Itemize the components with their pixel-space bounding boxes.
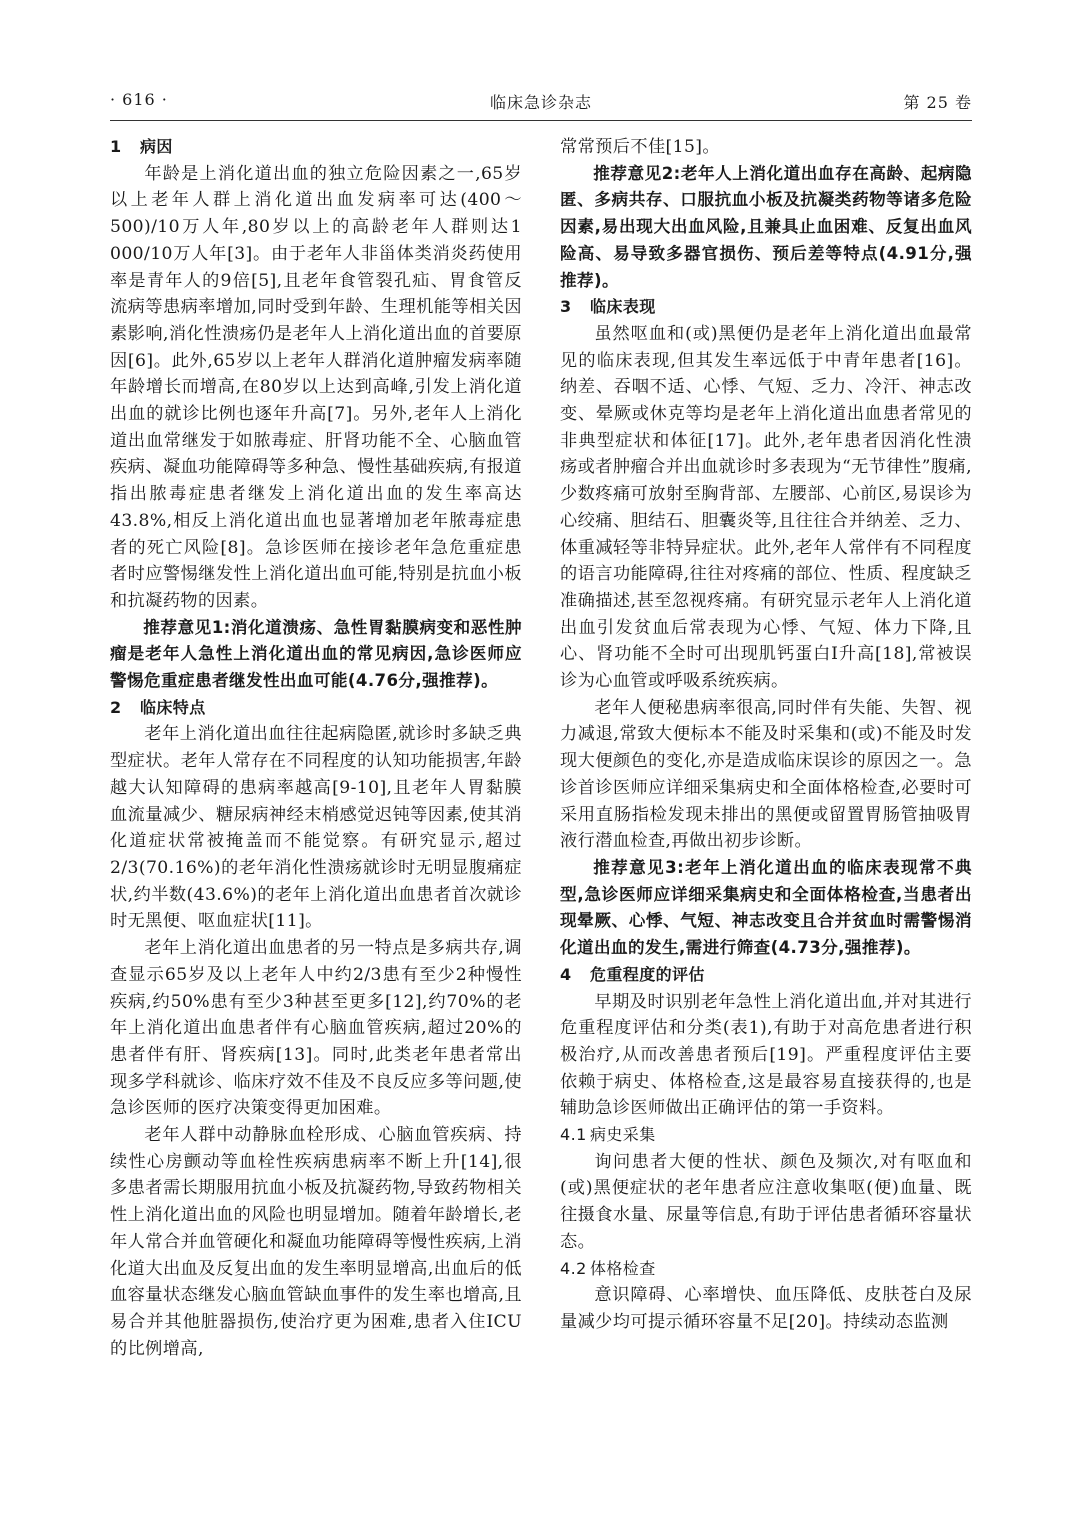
page-header [110, 86, 972, 116]
heading-number: 4.1 [560, 1125, 587, 1145]
section-heading [560, 294, 972, 321]
body-paragraph: 意识障碍、心率增快、血压降低、皮肤苍白及尿量减少均可提示循环容量不足[20]。持续动态监测 [560, 1285, 972, 1332]
heading-title: 危重程度的评估 [590, 964, 705, 984]
body-paragraph: 老年人群中动静脉血栓形成、心脑血管疾病、持续性心房颤动等血栓性疾病患病率不断上升[14],很多患者需长期服用抗血小板及抗凝药物,导致药物相关性上消化道出血的风险也明显增加。随着年龄增长,老年人常合并血管硬化和凝血功能障碍等慢性疾病,上消化道大出血及反复出血的发生率明显增高,出血后的低血容量状态继发心脑血管缺血事件的发生率也增高,且易合并其他脏器损伤,使治疗更为困难,患者入住ICU的比例增高, [110, 1125, 522, 1359]
heading-title: 体格检查 [590, 1258, 656, 1278]
body-paragraph: 常常预后不佳[15]。 [560, 137, 720, 157]
body-paragraph: 老年上消化道出血患者的另一特点是多病共存,调查显示65岁及以上老年人中约2/3患有至少2种慢性疾病,约50%患有至少3种甚至更多[12],约70%的老年上消化道出血患者伴有心脑血管疾病,超过20%的患者伴有肝、肾疾病[13]。同时,此类老年患者常出现多学科就诊、临床疗效不佳及不良反应多等问题,使急诊医师的医疗决策变得更加困难。 [110, 938, 522, 1119]
heading-title: 临床表现 [590, 297, 656, 317]
section-heading [560, 962, 972, 989]
heading-title: 病史采集 [590, 1125, 656, 1145]
page-number: · 616 · [110, 90, 168, 109]
header-rule [110, 120, 972, 121]
right-column [560, 134, 972, 1336]
recommendation-paragraph: 推荐意见2:老年人上消化道出血存在高龄、起病隐匿、多病共存、口服抗血小板及抗凝类药物等诸多危险因素,易出现大出血风险,且兼具止血困难、反复出血风险高、易导致多器官损伤、预后差等特点(4.91分,强推荐)。 [560, 163, 972, 290]
heading-number: 4 [560, 964, 572, 984]
heading-number: 1 [110, 137, 122, 156]
body-paragraph: 老年上消化道出血往往起病隐匿,就诊时多缺乏典型症状。老年人常存在不同程度的认知功能损害,年龄越大认知障碍的患病率越高[9-10],且老年人胃黏膜血流量减少、糖尿病神经末梢感觉迟钝等因素,使其消化道症状常被掩盖而不能觉察。有研究显示,超过2/3(70.16%)的老年消化性溃疡就诊时无明显腹痛症状,约半数(43.6%)的老年上消化道出血患者首次就诊时无黑便、呕血症状[11]。 [110, 724, 522, 932]
heading-number: 3 [560, 297, 572, 317]
body-paragraph: 早期及时识别老年急性上消化道出血,并对其进行危重程度评估和分类(表1),有助于对高危患者进行积极治疗,从而改善患者预后[19]。严重程度评估主要依赖于病史、体格检查,这是最容易直接获得的,也是辅助急诊医师做出正确评估的第一手资料。 [560, 991, 972, 1119]
heading-number: 4.2 [560, 1258, 587, 1278]
journal-title: 临床急诊杂志 [489, 93, 592, 112]
heading-title: 临床特点 [140, 697, 206, 717]
body-paragraph: 询问患者大便的性状、颜色及频次,对有呕血和(或)黑便症状的老年患者应注意收集呕(便)血量、既往摄食水量、尿量等信息,有助于评估患者循环容量状态。 [560, 1151, 972, 1252]
body-paragraph: 虽然呕血和(或)黑便仍是老年上消化道出血最常见的临床表现,但其发生率远低于中青年患者[16]。纳差、吞咽不适、心悸、气短、乏力、冷汗、神志改变、晕厥或休克等均是老年上消化道出血患者常见的非典型症状和体征[17]。此外,老年患者因消化性溃疡或者肿瘤合并出血就诊时多表现为“无节律性”腹痛,少数疼痛可放射至胸背部、左腰部、心前区,易误诊为心绞痛、胆结石、胆囊炎等,且往往合并纳差、乏力、体重减轻等非特异症状。此外,老年人常伴有不同程度的语言功能障碍,往往对疼痛的部位、性质、程度缺乏准确描述,甚至忽视疼痛。有研究显示老年人上消化道出血引发贫血后常表现为心悸、气短、体力下降,且心、肾功能不全时可出现肌钙蛋白I升高[18],常被误诊为心血管或呼吸系统疾病。 [560, 323, 972, 692]
section-heading [110, 695, 522, 722]
heading-title: 病因 [140, 137, 173, 156]
recommendation-paragraph: 推荐意见1:消化道溃疡、急性胃黏膜病变和恶性肿瘤是老年人急性上消化道出血的常见病因,急诊医师应警惕危重症患者继发性出血可能(4.76分,强推荐)。 [110, 617, 522, 691]
body-paragraph: 年龄是上消化道出血的独立危险因素之一,65岁以上老年人群上消化道出血发病率可达(400～500)/10万人年,80岁以上的高龄老年人群则达1 000/10万人年[3]。由于老年人非甾体类消炎药使用率是青年人的9倍[5],且老年食管裂孔疝、胃食管反流病等患病率增加,同时受到年龄、生理机能等相关因素影响,消化性溃疡仍是老年人上消化道出血的首要原因[6]。此外,65岁以上老年人群消化道肿瘤发病率随年龄增长而增高,在80岁以上达到高峰,引发上消化道出血的就诊比例也逐年升高[7]。另外,老年人上消化道出血常继发于如脓毒症、肝肾功能不全、心脑血管疾病、凝血功能障碍等多种急、慢性基础疾病,有报道指出脓毒症患者继发上消化道出血的发生率高达43.8%,相反上消化道出血也显著增加老年脓毒症患者的死亡风险[8]。急诊医师在接诊老年急危重症患者时应警惕继发性上消化道出血可能,特别是抗血小板和抗凝药物的因素。 [110, 163, 522, 611]
body-paragraph: 老年人便秘患病率很高,同时伴有失能、失智、视力减退,常致大便标本不能及时采集和(或)不能及时发现大便颜色的变化,亦是造成临床误诊的原因之一。急诊首诊医师应详细采集病史和全面体格检查,必要时可采用直肠指检发现未排出的黑便或留置胃肠管抽吸胃液行潜血检查,再做出初步诊断。 [560, 697, 972, 852]
volume-label: 第 25 卷 [903, 93, 972, 112]
recommendation-paragraph: 推荐意见3:老年上消化道出血的临床表现常不典型,急诊医师应详细采集病史和全面体格检查,当患者出现晕厥、心悸、气短、神志改变且合并贫血时需警惕消化道出血的发生,需进行筛查(4.73分,强推荐)。 [560, 857, 972, 958]
left-column [110, 134, 522, 1362]
heading-number: 2 [110, 697, 122, 717]
subsection-heading [560, 1256, 972, 1283]
section-heading [110, 134, 522, 161]
subsection-heading [560, 1122, 972, 1149]
